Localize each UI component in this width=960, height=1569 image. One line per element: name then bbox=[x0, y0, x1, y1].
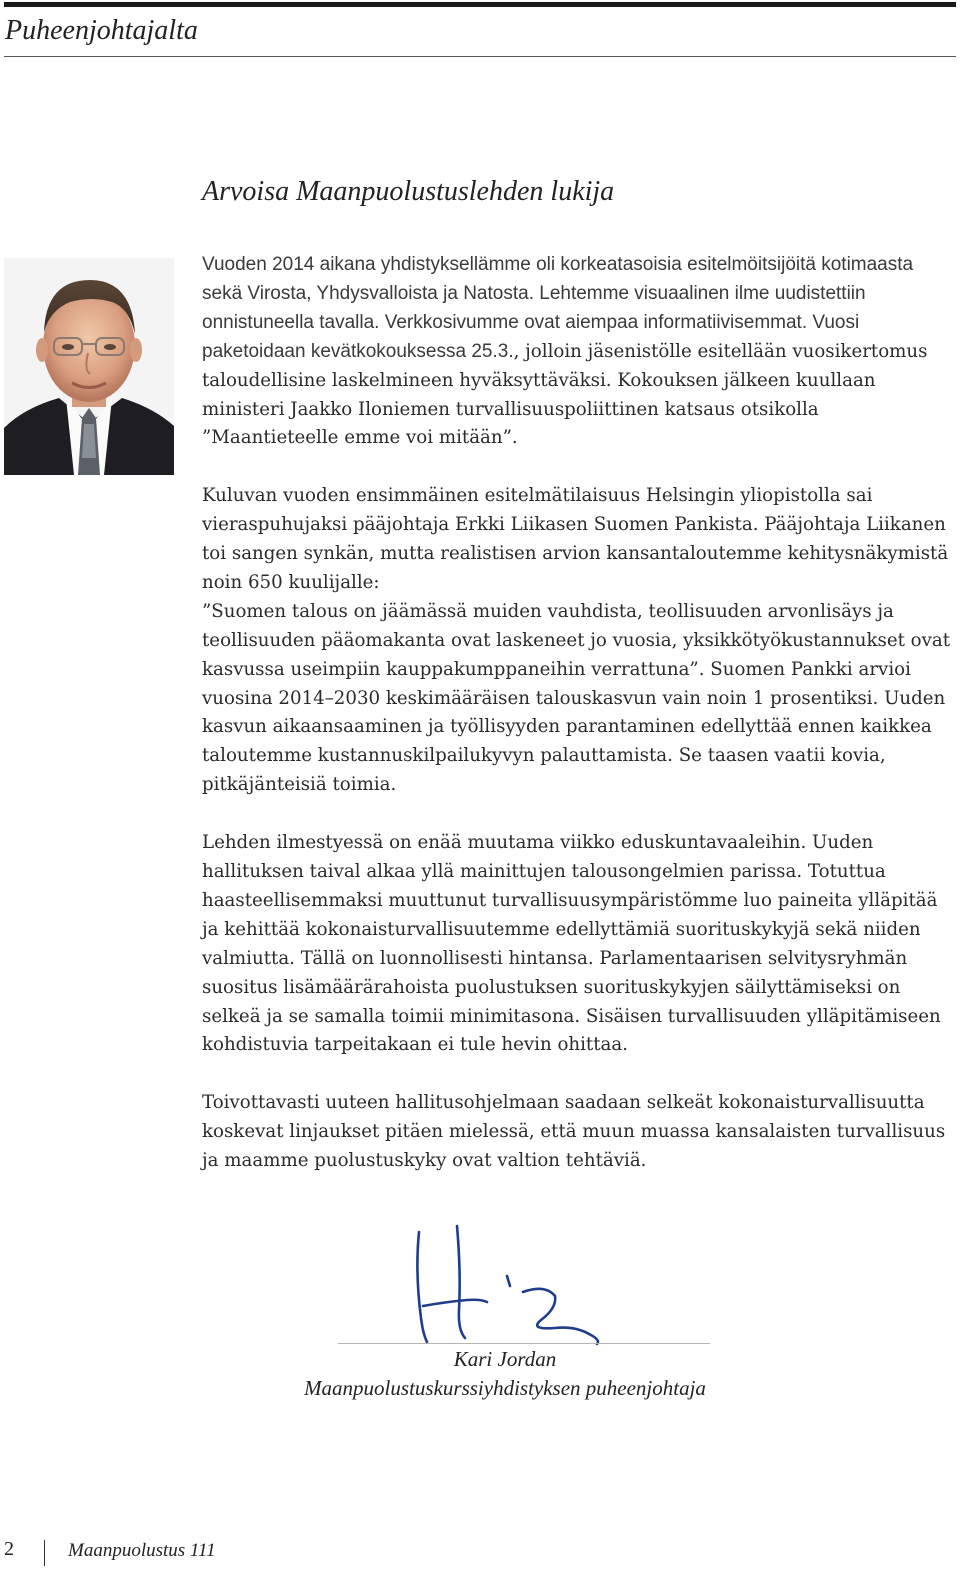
paragraph-2-text: Kuluvan vuoden ensimmäinen esitelmätilaisuus Helsingin yliopistolla sai vieraspuhujaksi pääjohtaja Erkki Liikasen Suomen Pankista. Pääjohtaja Liikanen toi sangen synkän, mutta realistisen arvion kansantaloutemme kehitysnäkymistä noin 650 kuulijalle: bbox=[202, 485, 949, 593]
paragraph-1 bbox=[202, 251, 954, 453]
paragraph-4: Toivottavasti uuteen hallitusohjelmaan saadaan selkeät kokonaisturvallisuutta koskevat linjaukset pitäen mielessä, että muun muassa kansalaisten turvallisuus ja maamme puolustuskyky ovat valtion tehtäviä. bbox=[202, 1092, 946, 1172]
footer-divider bbox=[44, 1540, 45, 1566]
paragraph-2-quote: ”Suomen talous on jäämässä muiden vauhdista, teollisuuden arvonlisäys ja teollisuuden pääomakanta ovat laskeneet jo vuosia, yksikkötyökustannukset ovat kasvussa useimpiin kauppakumppaneihin verrattuna”. Suomen Pankki arvioi vuosina 2014–2030 keskimääräisen talouskasvun vain noin 1 prosentiksi. Uuden kasvun aikaansaaminen ja työllisyyden parantaminen edellyttää ennen kaikkea taloutemme kustannuskilpailukyvyn palauttamista. Se taasen vaatii kovia, pitkäjänteisiä toimia. bbox=[202, 600, 951, 796]
signer-role: Maanpuolustuskurssiyhdistyksen puheenjohtaja bbox=[304, 1376, 706, 1400]
greeting-heading: Arvoisa Maanpuolustuslehden lukija bbox=[202, 176, 615, 207]
handwritten-signature bbox=[405, 1222, 615, 1347]
header-divider bbox=[4, 56, 956, 57]
signer-name: Kari Jordan bbox=[453, 1347, 557, 1371]
author-portrait bbox=[4, 258, 174, 475]
paragraph-3: Lehden ilmestyessä on enää muutama viikko eduskuntavaaleihin. Uuden hallituksen taival alkaa yllä mainittujen talousongelmien parissa. Totuttua haasteellisemmaksi muuttunut turvallisuusympäristömme luo paineita ylläpitää ja kehittää kokonaisturvallisuutemme edellyttämiä suorituskykyjä sekä niiden valmiutta. Tällä on luonnollisesti hintansa. Parlamentaarisen selvitysryhmän suositus lisämäärärahoista puolustuksen suorituskykyjen säilyttämiseksi on selkeä ja se samalla toimii minimitasona. Sisäisen turvallisuuden ylläpitämiseen kohdistuvia tarpeitakaan ei tule hevin ohittaa. bbox=[202, 832, 941, 1056]
paragraph-1-intro: Vuoden 2014 aikana yhdistyksellämme oli korkeatasoisia esitelmöitsijöitä kotimaasta sekä Virosta, Yhdysvalloista ja Natosta. Lehtemme visuaalinen ilme uudistettiin onnistuneella tavalla. Verkkosivumme ovat aiempaa informatiivisemmat. Vuosi paketoidaan kevätkokouksessa 25.3. bbox=[202, 254, 914, 362]
section-title: Puheenjohtajalta bbox=[5, 15, 198, 46]
letter-body bbox=[202, 251, 954, 1205]
magazine-issue: Maanpuolustus 111 bbox=[68, 1540, 216, 1561]
top-rule-bar bbox=[4, 2, 956, 7]
signature-line bbox=[338, 1343, 710, 1344]
paragraph-2 bbox=[202, 482, 954, 800]
page-number: 2 bbox=[4, 1538, 14, 1560]
paragraph-1-rest: , jolloin jäsenistölle esitellään vuosikertomus taloudellisine laskelmineen hyväksyttäväksi. Kokouksen jälkeen kuullaan ministeri Jaakko Iloniemen turvallisuuspoliittinen katsaus otsikolla ”Maantieteelle emme voi mitään”. bbox=[202, 340, 928, 449]
